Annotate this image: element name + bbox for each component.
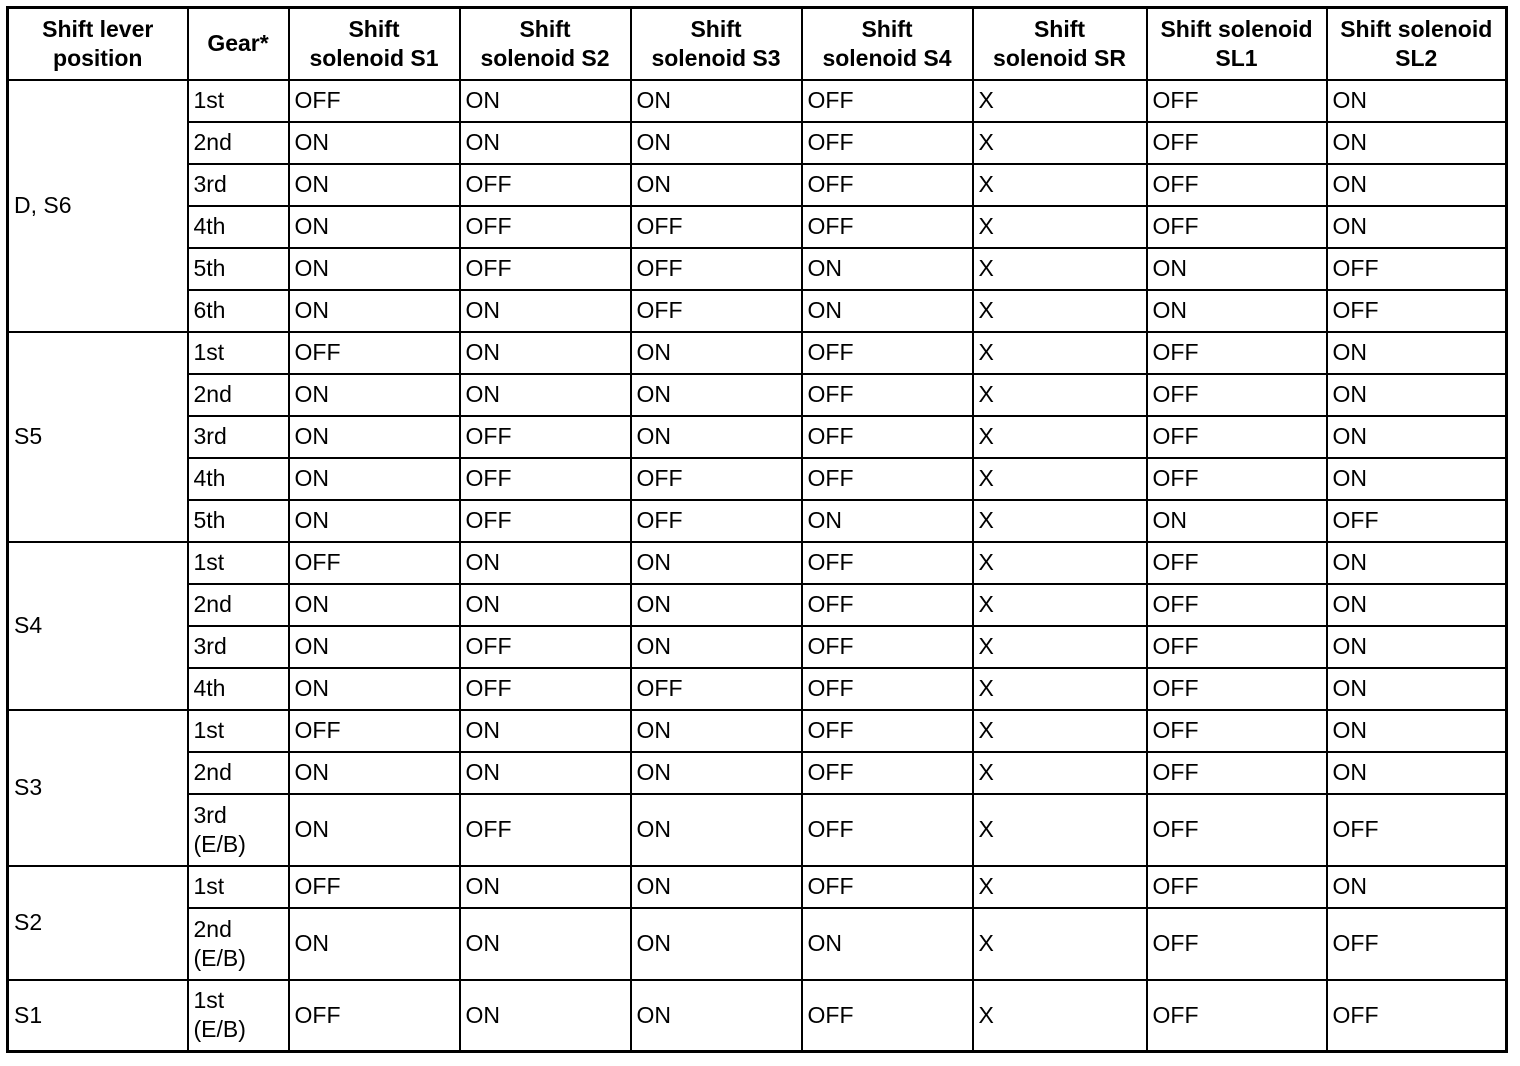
solenoid-state-cell: ON xyxy=(289,584,460,626)
gear-cell: 3rd (E/B) xyxy=(188,794,289,866)
header-solenoid-s1: Shift solenoid S1 xyxy=(289,8,460,80)
shift-lever-position-cell: S1 xyxy=(8,980,188,1052)
solenoid-state-cell: ON xyxy=(460,374,631,416)
solenoid-state-cell: OFF xyxy=(802,122,973,164)
solenoid-state-cell: OFF xyxy=(460,500,631,542)
table-row xyxy=(8,626,1507,668)
solenoid-state-cell: X xyxy=(973,332,1147,374)
shift-lever-position-cell: S5 xyxy=(8,332,188,542)
solenoid-state-cell: OFF xyxy=(1147,80,1327,122)
solenoid-state-cell: ON xyxy=(289,290,460,332)
solenoid-state-cell: ON xyxy=(460,80,631,122)
solenoid-state-cell: OFF xyxy=(802,980,973,1052)
solenoid-state-cell: OFF xyxy=(802,416,973,458)
table-row xyxy=(8,122,1507,164)
solenoid-state-cell: ON xyxy=(1147,290,1327,332)
solenoid-operation-table xyxy=(6,6,1508,1053)
solenoid-state-cell: ON xyxy=(1327,416,1507,458)
solenoid-state-cell: ON xyxy=(802,248,973,290)
solenoid-state-cell: ON xyxy=(289,416,460,458)
solenoid-state-cell: ON xyxy=(289,206,460,248)
solenoid-state-cell: ON xyxy=(1327,374,1507,416)
solenoid-state-cell: OFF xyxy=(1147,866,1327,908)
solenoid-state-cell: ON xyxy=(1327,584,1507,626)
solenoid-state-cell: X xyxy=(973,980,1147,1052)
header-solenoid-s4: Shift solenoid S4 xyxy=(802,8,973,80)
solenoid-state-cell: ON xyxy=(802,908,973,980)
solenoid-state-cell: OFF xyxy=(1147,626,1327,668)
header-gear: Gear* xyxy=(188,8,289,80)
solenoid-state-cell: ON xyxy=(631,908,802,980)
solenoid-state-cell: ON xyxy=(460,980,631,1052)
gear-cell: 5th xyxy=(188,500,289,542)
solenoid-state-cell: OFF xyxy=(1327,794,1507,866)
solenoid-state-cell: OFF xyxy=(631,668,802,710)
solenoid-state-cell: X xyxy=(973,710,1147,752)
solenoid-state-cell: OFF xyxy=(289,80,460,122)
table-row xyxy=(8,80,1507,122)
solenoid-state-cell: ON xyxy=(1327,80,1507,122)
header-solenoid-sl1: Shift solenoid SL1 xyxy=(1147,8,1327,80)
solenoid-state-cell: ON xyxy=(289,668,460,710)
solenoid-state-cell: OFF xyxy=(802,542,973,584)
solenoid-state-cell: OFF xyxy=(802,164,973,206)
table-row xyxy=(8,668,1507,710)
solenoid-state-cell: ON xyxy=(1327,122,1507,164)
solenoid-state-cell: OFF xyxy=(1147,458,1327,500)
solenoid-state-cell: X xyxy=(973,164,1147,206)
solenoid-state-cell: ON xyxy=(631,374,802,416)
table-row xyxy=(8,248,1507,290)
solenoid-state-cell: ON xyxy=(1147,248,1327,290)
gear-cell: 2nd (E/B) xyxy=(188,908,289,980)
solenoid-state-cell: OFF xyxy=(289,542,460,584)
solenoid-state-cell: ON xyxy=(460,866,631,908)
solenoid-state-cell: X xyxy=(973,122,1147,164)
solenoid-state-cell: X xyxy=(973,500,1147,542)
solenoid-state-cell: ON xyxy=(631,416,802,458)
solenoid-state-cell: OFF xyxy=(1327,500,1507,542)
table-row xyxy=(8,710,1507,752)
solenoid-state-cell: X xyxy=(973,584,1147,626)
solenoid-state-cell: X xyxy=(973,794,1147,866)
solenoid-state-cell: ON xyxy=(460,908,631,980)
solenoid-state-cell: OFF xyxy=(1147,908,1327,980)
solenoid-state-cell: OFF xyxy=(631,248,802,290)
solenoid-state-cell: OFF xyxy=(1147,668,1327,710)
solenoid-state-cell: OFF xyxy=(460,416,631,458)
table-header-row xyxy=(8,8,1507,80)
solenoid-state-cell: ON xyxy=(1147,500,1327,542)
solenoid-state-cell: OFF xyxy=(1147,794,1327,866)
solenoid-state-cell: ON xyxy=(631,794,802,866)
solenoid-state-cell: ON xyxy=(289,164,460,206)
solenoid-state-cell: OFF xyxy=(802,332,973,374)
solenoid-state-cell: OFF xyxy=(460,626,631,668)
table-row xyxy=(8,866,1507,908)
solenoid-state-cell: ON xyxy=(631,752,802,794)
solenoid-state-cell: OFF xyxy=(460,206,631,248)
solenoid-state-cell: ON xyxy=(631,866,802,908)
table-row xyxy=(8,542,1507,584)
solenoid-state-cell: OFF xyxy=(631,500,802,542)
gear-cell: 5th xyxy=(188,248,289,290)
solenoid-state-cell: ON xyxy=(1327,206,1507,248)
solenoid-state-cell: ON xyxy=(1327,710,1507,752)
solenoid-state-cell: X xyxy=(973,248,1147,290)
solenoid-state-cell: OFF xyxy=(802,206,973,248)
solenoid-state-cell: ON xyxy=(1327,458,1507,500)
solenoid-state-cell: X xyxy=(973,206,1147,248)
solenoid-state-cell: OFF xyxy=(1327,908,1507,980)
gear-cell: 2nd xyxy=(188,752,289,794)
solenoid-state-cell: ON xyxy=(289,794,460,866)
solenoid-state-cell: OFF xyxy=(802,374,973,416)
solenoid-state-cell: ON xyxy=(289,122,460,164)
solenoid-state-cell: ON xyxy=(1327,752,1507,794)
solenoid-state-cell: OFF xyxy=(289,866,460,908)
solenoid-state-cell: ON xyxy=(289,374,460,416)
gear-cell: 2nd xyxy=(188,584,289,626)
solenoid-state-cell: OFF xyxy=(1147,980,1327,1052)
solenoid-state-cell: ON xyxy=(802,500,973,542)
shift-lever-position-cell: S2 xyxy=(8,866,188,980)
solenoid-state-cell: OFF xyxy=(802,458,973,500)
solenoid-state-cell: ON xyxy=(460,542,631,584)
shift-lever-position-cell: S3 xyxy=(8,710,188,866)
solenoid-state-cell: X xyxy=(973,908,1147,980)
table-row xyxy=(8,374,1507,416)
gear-cell: 4th xyxy=(188,458,289,500)
solenoid-state-cell: ON xyxy=(289,626,460,668)
solenoid-state-cell: OFF xyxy=(1147,416,1327,458)
solenoid-state-cell: OFF xyxy=(1147,542,1327,584)
solenoid-state-cell: OFF xyxy=(1147,584,1327,626)
solenoid-state-cell: ON xyxy=(802,290,973,332)
solenoid-state-cell: X xyxy=(973,866,1147,908)
header-solenoid-s2: Shift solenoid S2 xyxy=(460,8,631,80)
solenoid-state-cell: X xyxy=(973,290,1147,332)
solenoid-state-cell: OFF xyxy=(460,794,631,866)
solenoid-state-cell: OFF xyxy=(802,794,973,866)
solenoid-state-cell: OFF xyxy=(1147,710,1327,752)
table-row xyxy=(8,752,1507,794)
solenoid-state-cell: X xyxy=(973,668,1147,710)
solenoid-state-cell: ON xyxy=(631,542,802,584)
solenoid-state-cell: OFF xyxy=(1147,206,1327,248)
gear-cell: 2nd xyxy=(188,374,289,416)
solenoid-state-cell: OFF xyxy=(1327,290,1507,332)
solenoid-state-cell: OFF xyxy=(631,206,802,248)
solenoid-state-cell: ON xyxy=(631,584,802,626)
solenoid-state-cell: ON xyxy=(289,458,460,500)
solenoid-state-cell: OFF xyxy=(460,668,631,710)
solenoid-state-cell: ON xyxy=(1327,626,1507,668)
solenoid-state-cell: ON xyxy=(631,80,802,122)
solenoid-state-cell: ON xyxy=(289,500,460,542)
table-row xyxy=(8,164,1507,206)
table-row xyxy=(8,908,1507,980)
solenoid-state-cell: ON xyxy=(1327,332,1507,374)
gear-cell: 1st xyxy=(188,866,289,908)
solenoid-state-cell: ON xyxy=(460,584,631,626)
table-row xyxy=(8,584,1507,626)
solenoid-state-cell: ON xyxy=(460,122,631,164)
solenoid-state-cell: OFF xyxy=(631,458,802,500)
solenoid-state-cell: X xyxy=(973,416,1147,458)
gear-cell: 1st (E/B) xyxy=(188,980,289,1052)
solenoid-state-cell: ON xyxy=(460,710,631,752)
gear-cell: 3rd xyxy=(188,164,289,206)
gear-cell: 6th xyxy=(188,290,289,332)
solenoid-state-cell: ON xyxy=(289,752,460,794)
table-row xyxy=(8,332,1507,374)
table-row xyxy=(8,458,1507,500)
solenoid-state-cell: ON xyxy=(460,752,631,794)
solenoid-state-cell: X xyxy=(973,80,1147,122)
header-solenoid-sl2: Shift solenoid SL2 xyxy=(1327,8,1507,80)
table-body xyxy=(8,80,1507,1052)
solenoid-state-cell: OFF xyxy=(1147,164,1327,206)
solenoid-state-cell: ON xyxy=(631,122,802,164)
solenoid-state-cell: OFF xyxy=(460,164,631,206)
header-solenoid-sr: Shift solenoid SR xyxy=(973,8,1147,80)
solenoid-state-cell: OFF xyxy=(460,458,631,500)
solenoid-state-cell: OFF xyxy=(289,980,460,1052)
solenoid-state-cell: X xyxy=(973,752,1147,794)
solenoid-state-cell: OFF xyxy=(802,80,973,122)
solenoid-state-cell: ON xyxy=(460,332,631,374)
solenoid-state-cell: ON xyxy=(631,164,802,206)
solenoid-state-cell: OFF xyxy=(802,866,973,908)
gear-cell: 1st xyxy=(188,710,289,752)
table-row xyxy=(8,980,1507,1052)
solenoid-state-cell: OFF xyxy=(289,710,460,752)
solenoid-state-cell: OFF xyxy=(1327,248,1507,290)
header-shift-lever-position: Shift lever position xyxy=(8,8,188,80)
solenoid-state-cell: ON xyxy=(1327,542,1507,584)
solenoid-state-cell: X xyxy=(973,374,1147,416)
solenoid-state-cell: OFF xyxy=(802,626,973,668)
solenoid-state-cell: ON xyxy=(631,710,802,752)
table-row xyxy=(8,794,1507,866)
solenoid-state-cell: OFF xyxy=(289,332,460,374)
shift-lever-position-cell: S4 xyxy=(8,542,188,710)
solenoid-state-cell: X xyxy=(973,626,1147,668)
solenoid-state-cell: OFF xyxy=(802,710,973,752)
solenoid-state-cell: ON xyxy=(631,980,802,1052)
gear-cell: 1st xyxy=(188,80,289,122)
table-row xyxy=(8,416,1507,458)
gear-cell: 4th xyxy=(188,206,289,248)
gear-cell: 3rd xyxy=(188,416,289,458)
solenoid-state-cell: ON xyxy=(460,290,631,332)
solenoid-state-cell: ON xyxy=(631,626,802,668)
solenoid-state-cell: ON xyxy=(289,908,460,980)
solenoid-state-cell: OFF xyxy=(460,248,631,290)
solenoid-state-cell: ON xyxy=(1327,668,1507,710)
solenoid-state-cell: OFF xyxy=(1147,122,1327,164)
solenoid-state-cell: ON xyxy=(1327,164,1507,206)
shift-lever-position-cell: D, S6 xyxy=(8,80,188,332)
solenoid-state-cell: OFF xyxy=(802,752,973,794)
table-row xyxy=(8,206,1507,248)
solenoid-state-cell: OFF xyxy=(1147,374,1327,416)
solenoid-state-cell: OFF xyxy=(631,290,802,332)
solenoid-state-cell: ON xyxy=(289,248,460,290)
solenoid-state-cell: OFF xyxy=(1147,332,1327,374)
solenoid-state-cell: OFF xyxy=(802,668,973,710)
table-row xyxy=(8,500,1507,542)
solenoid-state-cell: OFF xyxy=(1147,752,1327,794)
table-row xyxy=(8,290,1507,332)
gear-cell: 4th xyxy=(188,668,289,710)
solenoid-state-cell: X xyxy=(973,542,1147,584)
header-solenoid-s3: Shift solenoid S3 xyxy=(631,8,802,80)
gear-cell: 1st xyxy=(188,542,289,584)
solenoid-state-cell: ON xyxy=(1327,866,1507,908)
gear-cell: 3rd xyxy=(188,626,289,668)
gear-cell: 2nd xyxy=(188,122,289,164)
solenoid-state-cell: OFF xyxy=(802,584,973,626)
solenoid-state-cell: X xyxy=(973,458,1147,500)
solenoid-state-cell: ON xyxy=(631,332,802,374)
gear-cell: 1st xyxy=(188,332,289,374)
solenoid-state-cell: OFF xyxy=(1327,980,1507,1052)
